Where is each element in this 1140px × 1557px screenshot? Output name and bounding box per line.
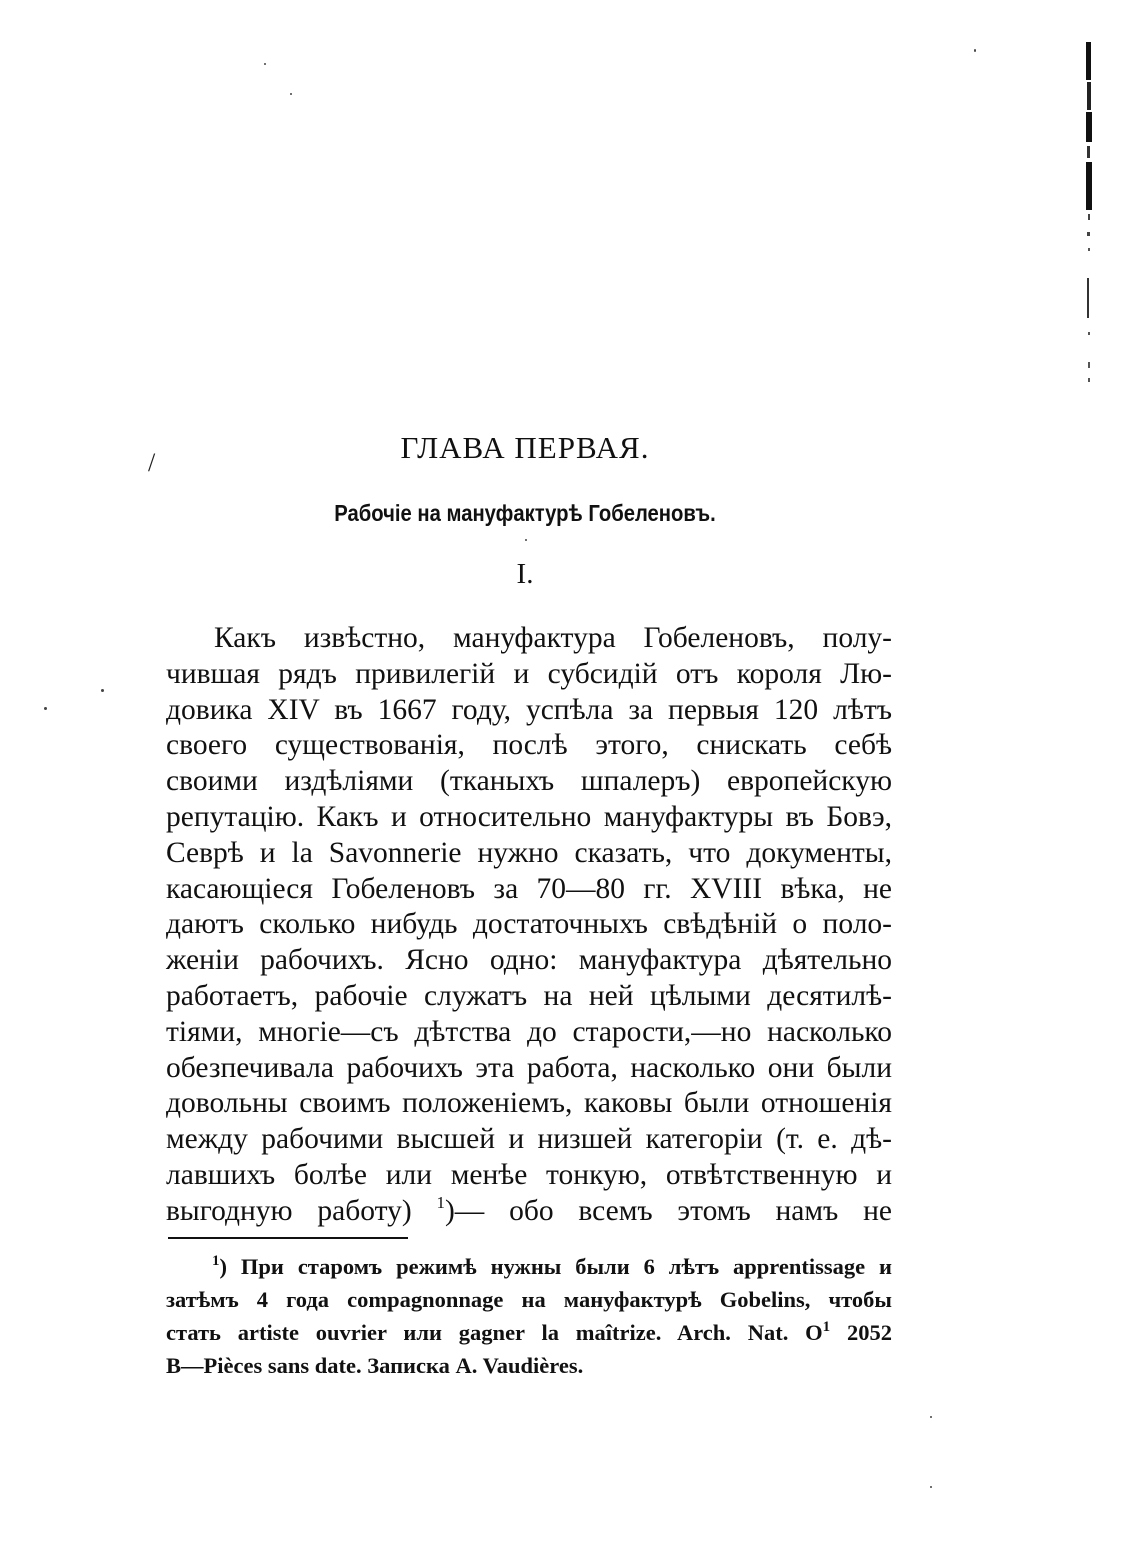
footnote-line-text: стать artiste ouvrier или gagner la maîtrize. Arch. Nat. O (166, 1320, 823, 1345)
body-line: довольны своимъ положеніемъ, каковы были отношенія (166, 1087, 892, 1120)
footnote-line (166, 1250, 892, 1283)
dust-speck (930, 1486, 932, 1488)
body-last-line-start: выгодную работу) (166, 1194, 412, 1227)
footnote-line: затѣмъ 4 года compagnonnage на мануфактурѣ Gobelins, чтобы (166, 1287, 892, 1312)
footnote-reference[interactable]: 1 (436, 1192, 445, 1212)
footnote-line: B—Pièces sans date. Записка A. Vaudières. (166, 1353, 584, 1378)
footnote-first-line-text: ) При старомъ режимѣ нужны были 6 лѣтъ apprentissage и (219, 1254, 892, 1279)
chapter-title-text: ГЛАВА ПЕРВАЯ. (400, 430, 650, 465)
body-line: чившая рядъ привилегій и субсидій отъ короля Лю- (166, 657, 892, 690)
section-number: I. (516, 558, 534, 590)
archive-number: 2052 (830, 1320, 892, 1345)
body-line: своего существованія, послѣ этого, снискать себѣ (166, 729, 892, 762)
scanned-page-edge (1085, 42, 1094, 392)
body-line: даютъ сколько нибудь достаточныхъ свѣдѣній о поло- (166, 908, 892, 941)
body-paragraph (166, 621, 892, 1230)
dust-speck (974, 49, 976, 52)
footnote-line (166, 1316, 892, 1349)
footnote (166, 1250, 892, 1382)
stray-pen-mark: / (148, 448, 156, 477)
body-line: Какъ извѣстно, мануфактура Гобеленовъ, полу- (214, 622, 892, 654)
chapter-subtitle: Рабочіе на мануфактурѣ Гобеленовъ. (334, 500, 716, 526)
body-line: своими издѣліями (тканыхъ шпалеръ) европейскую (166, 765, 892, 798)
footnote-divider (168, 1237, 408, 1239)
body-line: лавшихъ болѣе или менѣе тонкую, отвѣтственную и (166, 1158, 892, 1191)
dust-speck (44, 707, 47, 710)
body-line: тіями, многіе—съ дѣтства до старости,—но насколько (166, 1015, 892, 1048)
body-line: довика XIV въ 1667 году, успѣла за первыя 120 лѣтъ (166, 693, 892, 726)
dust-speck (930, 1416, 932, 1418)
footnote-marker: 1 (212, 1253, 220, 1269)
body-last-line-end: )— обо всемъ этомъ намъ не (444, 1194, 892, 1227)
body-line: между рабочими высшей и низшей категоріи (т. е. дѣ- (166, 1123, 892, 1156)
dust-speck (525, 539, 527, 541)
body-last-line (166, 1194, 892, 1230)
archive-superscript: 1 (822, 1319, 831, 1335)
body-line: работаетъ, рабочіе служатъ на ней цѣлыми десятилѣ- (166, 979, 892, 1012)
dust-speck (290, 93, 292, 95)
body-line: репутацію. Какъ и относительно мануфактуры въ Бовэ, (166, 800, 892, 833)
dust-speck (101, 689, 104, 692)
body-line: касающіеся Гобеленовъ за 70—80 гг. XVIII вѣка, не (166, 872, 892, 905)
dust-speck (264, 63, 266, 65)
body-line: обезпечивала рабочихъ эта работа, насколько они были (166, 1051, 892, 1084)
chapter-title (0, 430, 1050, 466)
body-line: Севрѣ и la Savonnerie нужно сказать, что документы, (166, 836, 892, 869)
body-line: женіи рабочихъ. Ясно одно: мануфактура дѣятельно (166, 944, 892, 977)
